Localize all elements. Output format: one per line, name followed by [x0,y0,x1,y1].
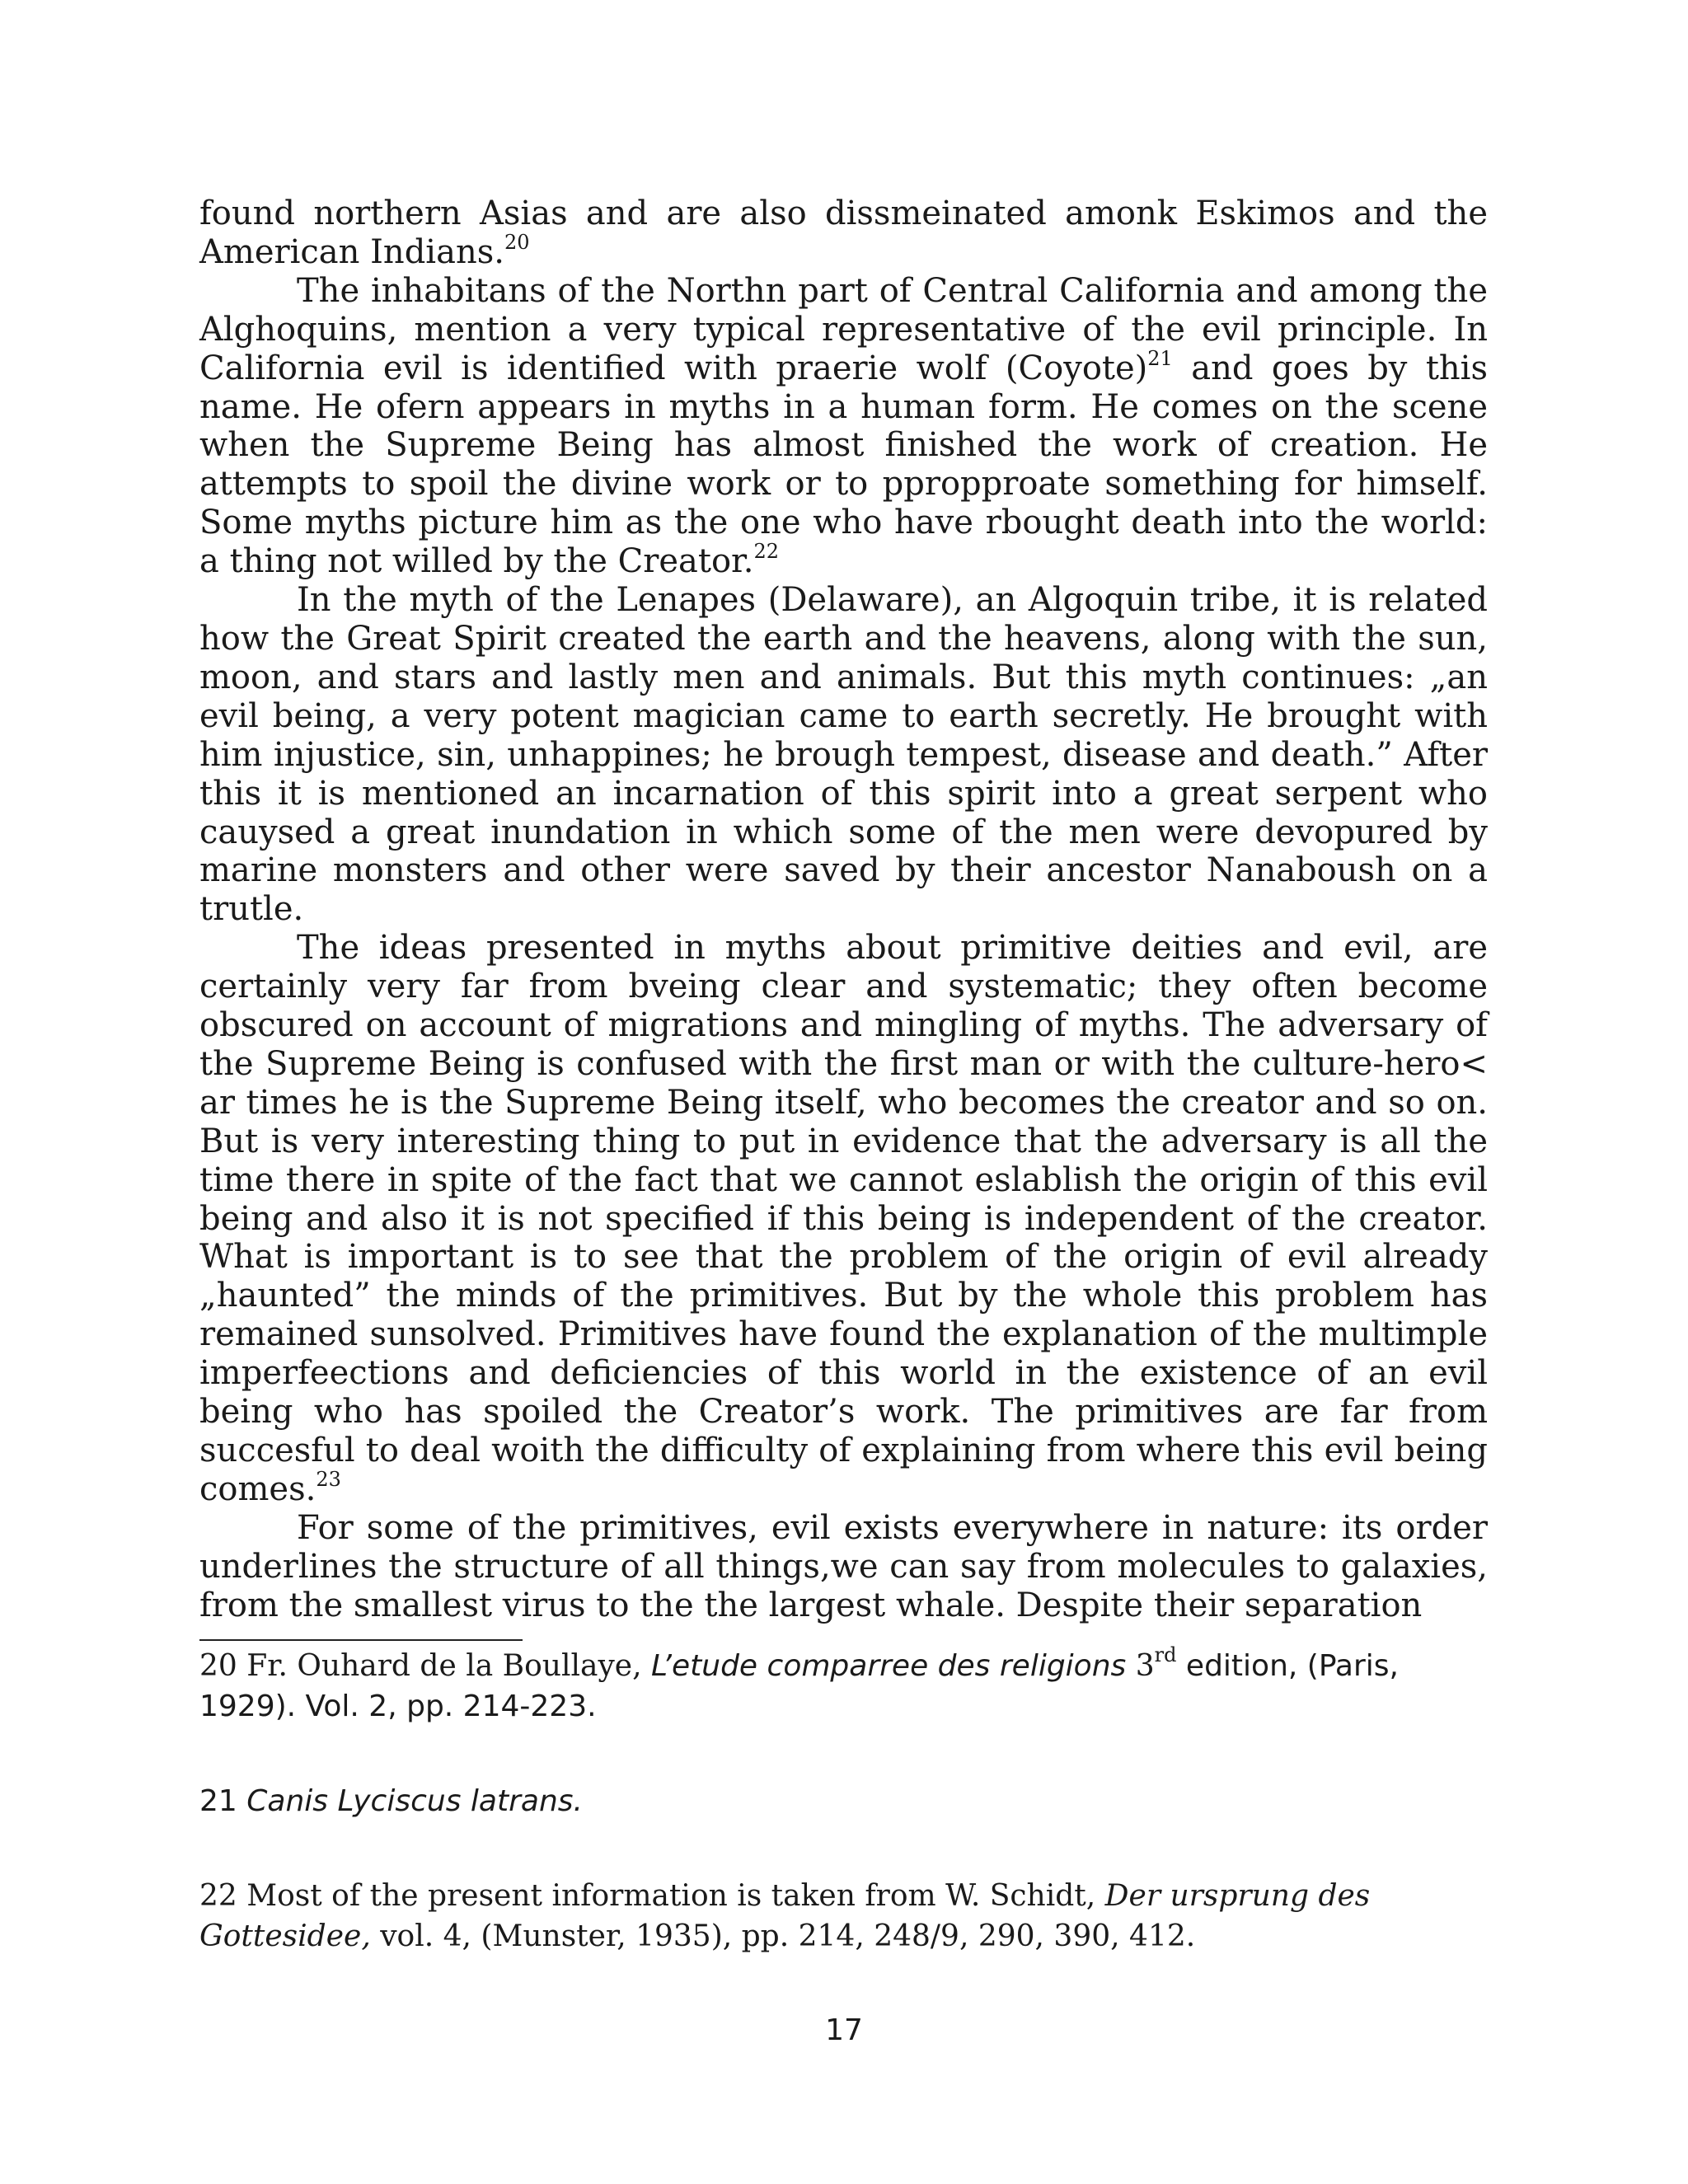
paragraph-5: For some of the primitives, evil exists everywhere in nature: its order underlines the structure of all things,we can say from molecules to galaxies, from the smallest virus to the the largest whale. Despite their separation [199,1508,1488,1624]
footnote-separator [199,1639,523,1641]
footnote-ref-22[interactable]: 22 [753,540,780,564]
paragraph-2: The inhabitans of the Northn part of Central California and among the Alghoquins, mention a very typical representative of the evil principle. In California evil is identified with praerie wolf (Coyote)$^{21}$ and goes by this name. He ofern appears in myths in a human form. He comes on the scene when the Supreme Being has almost finished the work of creation. He attempts to spoil the divine work or to ppropproate something for himself. Some myths picture him as the one who have rbought death into the world: a thing not willed by the Creator.$^{22}$ [199,271,1488,581]
footnote-21 [199,1781,1488,1821]
body-text [199,194,1488,1625]
cited-title: L’etude comparree des religions [650,1649,1127,1683]
cited-title: Der ursprung des Gottesidee, [199,1879,1371,1953]
footnotes [199,1643,1488,1957]
footnote-ref-23[interactable]: 23 [316,1467,341,1491]
page-number: 17 [825,2013,863,2047]
paragraph-1: found northern Asias and are also dissmeinated amonk Eskimos and the American Indians.$^{20}$ [199,194,1488,271]
footnote-ref-20[interactable]: 20 [504,230,530,254]
footnote-ref-21[interactable]: 21 [1147,346,1173,370]
footnote-22: 22 Most of the present information is taken from W. Schidt, Der ursprung des Gottesidee, vol. 4, (Munster, 1935), pp. 214, 248/9, 290, 390, 412. [199,1879,1371,1953]
paragraph-3: In the myth of the Lenapes (Delaware), an Algoquin tribe, it is related how the Great Spirit created the earth and the heavens, along with the sun, moon, and stars and lastly men and animals. But this myth continues: „an evil being, a very potent magician came to earth secretly. He brought with him injustice, sin, unhappines; he brough tempest, disease and death.” After this it is mentioned an incarnation of this spirit into a great serpent who cauysed a great inundation in which some of the men were devopured by marine monsters and other were saved by their ancestor Nanaboush on a trutle. [199,581,1488,929]
cited-title: Canis Lyciscus latrans. [246,1784,583,1818]
footnote-number: 22 [199,1879,237,1913]
footnote-number: 20 [199,1649,237,1683]
footnote-number: 21 [199,1784,237,1818]
footnote-20: 20 Fr. Ouhard de la Boullaye, L’etude comparree des religions 3rd edition, (Paris, 1929). Vol. 2, pp. 214-223. [199,1643,1399,1723]
paragraph-4: The ideas presented in myths about primitive deities and evil, are certainly very far from bveing clear and systematic; they often become obscured on account of migrations and mingling of myths. The adversary of the Supreme Being is confused with the first man or with the culture-hero< ar times he is the Supreme Being itself, who becomes the creator and so on. But is very interesting thing to put in evidence that the adversary is all the time there in spite of the fact that we cannot eslablish the origin of this evil being and also it is not specified if this being is independent of the creator. What is important is to see that the problem of the origin of evil already „haunted” the minds of the primitives. But by the whole this problem has remained sunsolved. Primitives have found the explanation of the multimple imperfeections and deficiencies of this world in the existence of an evil being who has spoiled the Creator’s work. The primitives are far from succesful to deal woith the difficulty of explaining from where this evil being comes.$^{23}$ [199,929,1488,1508]
